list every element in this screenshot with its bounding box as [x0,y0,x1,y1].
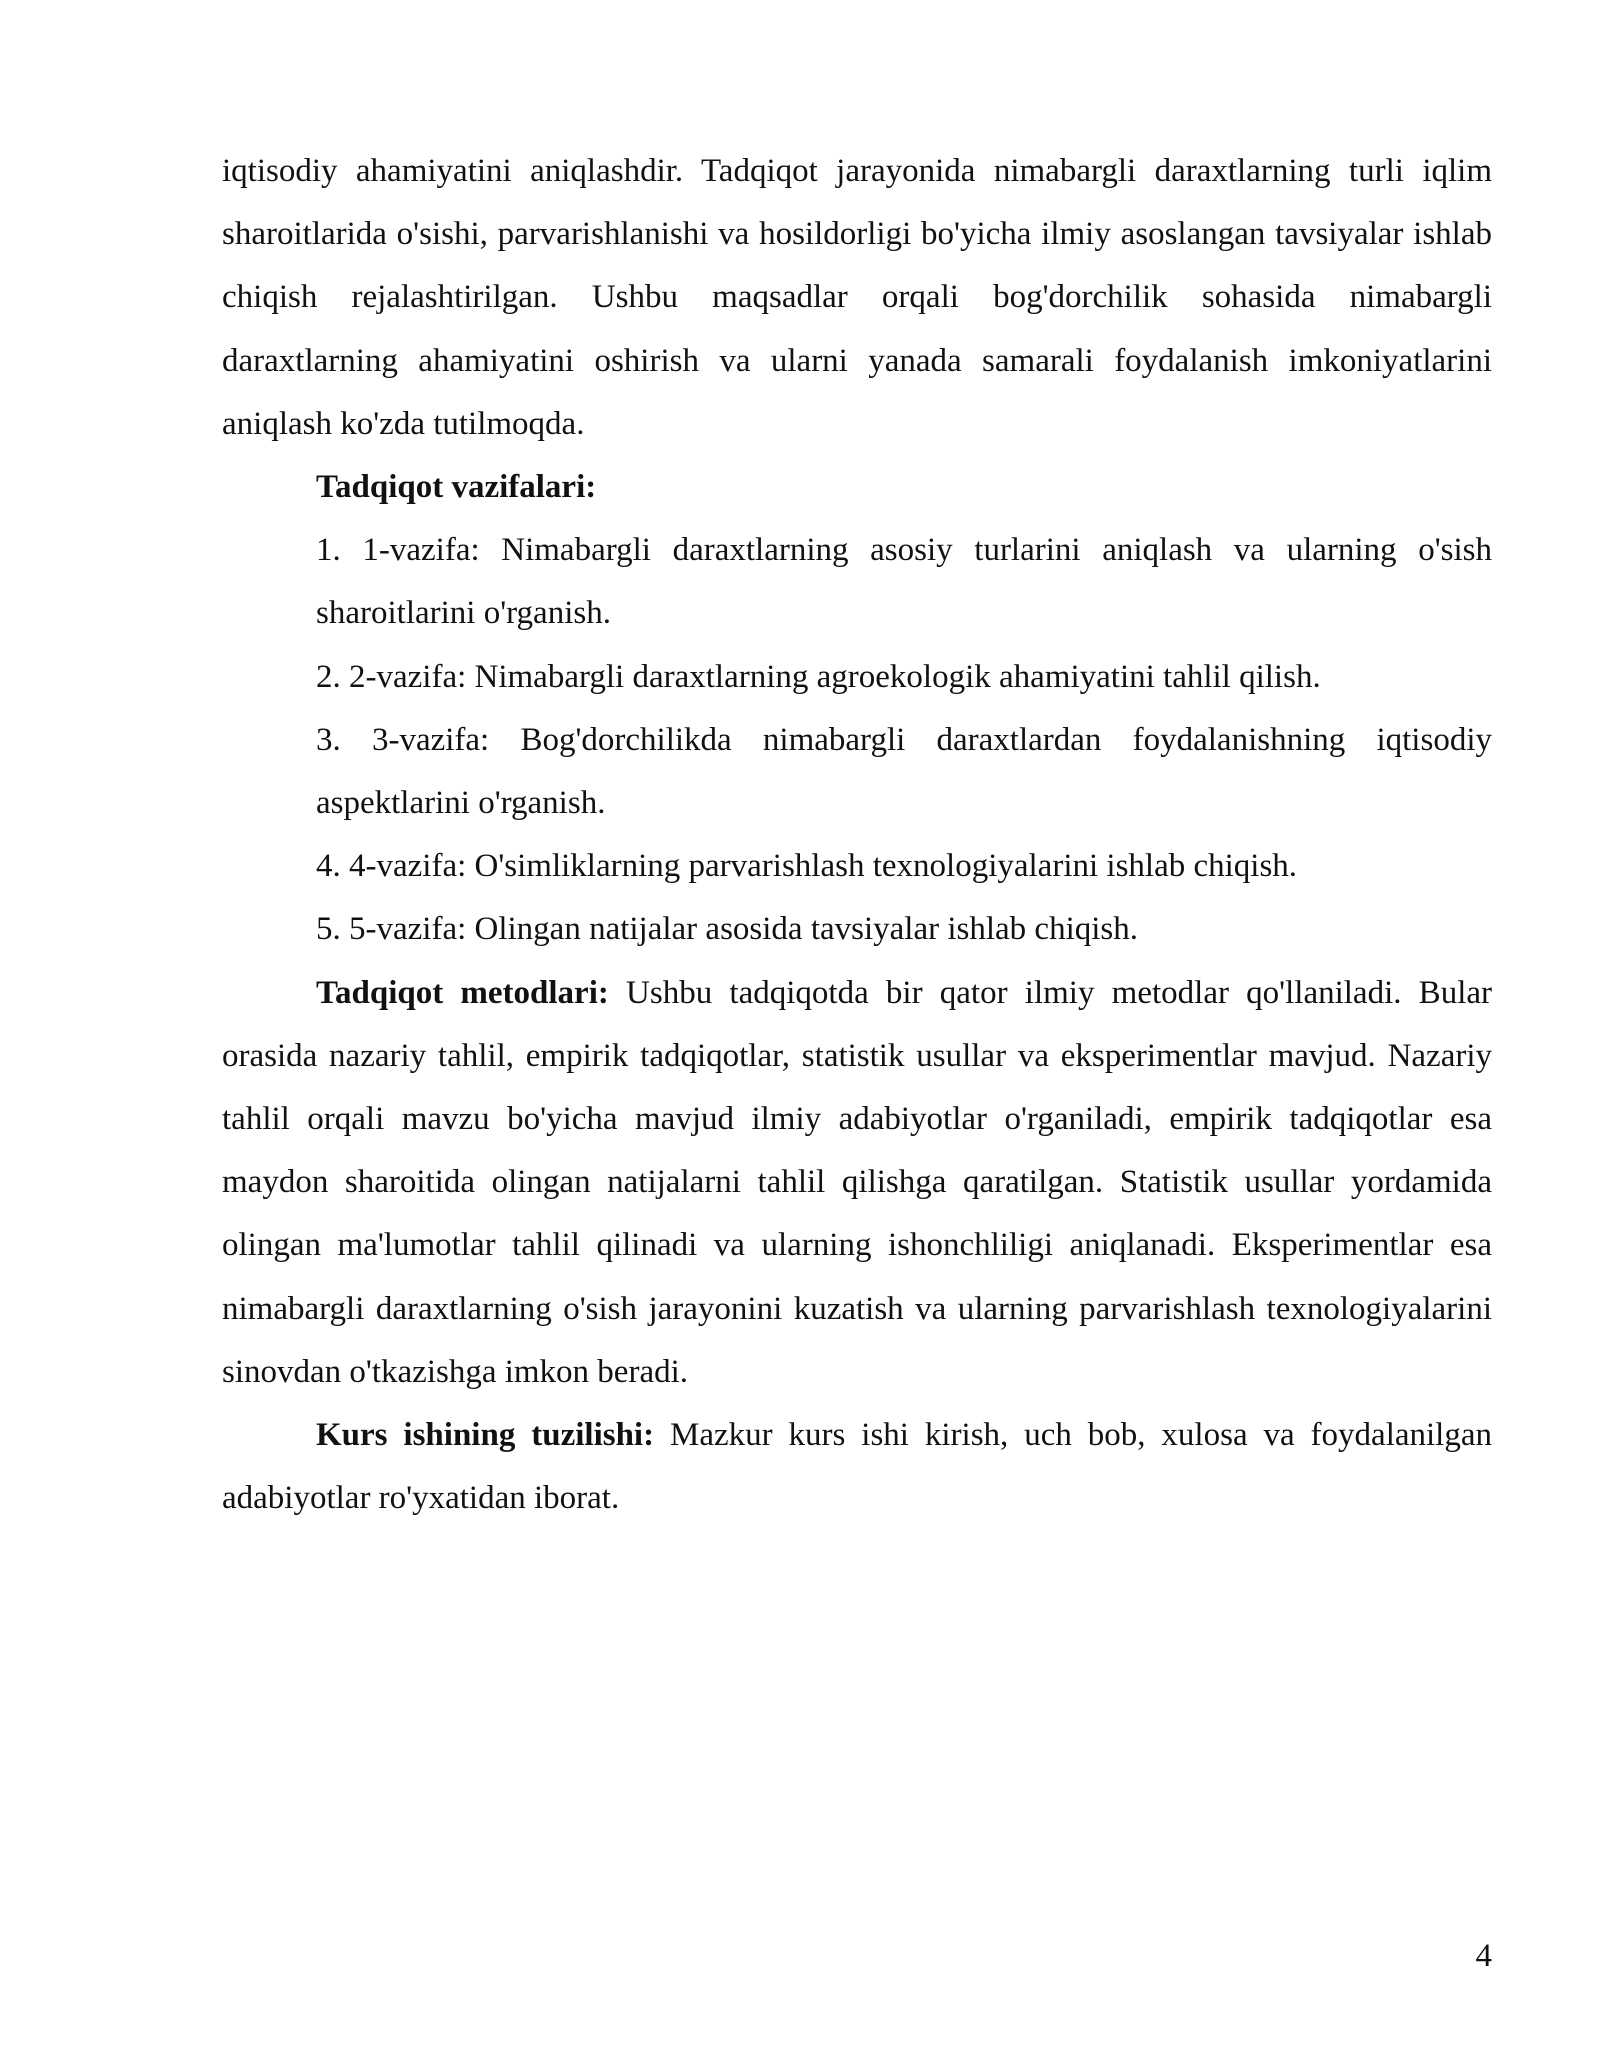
task-item-3: 3. 3-vazifa: Bog'dorchilikda nimabargli daraxtlardan foydalanishning iqtisodiy aspektlarini o'rganish. [316,721,1492,822]
methods-text: Ushbu tadqiqotda bir qator ilmiy metodlar qo'llaniladi. Bular orasida nazariy tahlil, empirik tadqiqotlar, statistik usullar va eksperimentlar mavjud. Nazariy tahlil orqali mavzu bo'yicha mavjud ilmiy adabiyotlar o'rganiladi, empirik tadqiqotlar esa maydon sharoitida olingan natijalarni tahlil qilishga qaratilgan. Statistik usullar yordamida olingan ma'lumotlar tahlil qilinadi va ularning ishonchliligi aniqlanadi. Eksperimentlar esa nimabargli daraxtlarning o'sish jarayonini kuzatish va ularning parvarishlash texnologiyalarini sinovdan o'tkazishga imkon beradi. [222,974,1493,1390]
methods-label: Tadqiqot metodlari: [316,974,609,1011]
page-number: 4 [1475,1938,1492,1974]
tasks-heading: Tadqiqot vazifalari: [316,469,597,506]
tasks-list [222,519,1492,961]
structure-label: Kurs ishining tuzilishi: [316,1417,655,1454]
document-page [222,140,1492,1530]
task-item-2: 2. 2-vazifa: Nimabargli daraxtlarning agroekologik ahamiyatini tahlil qilish. [316,658,1321,695]
structure-text: Mazkur kurs ishi kirish, uch bob, xulosa va foydalanilgan adabiyotlar ro'yxatidan iborat. [222,1417,1492,1517]
task-item-4: 4. 4-vazifa: O'simliklarning parvarishlash texnologiyalarini ishlab chiqish. [316,848,1298,885]
methods-paragraph [222,962,1492,1404]
task-item-5: 5. 5-vazifa: Olingan natijalar asosida tavsiyalar ishlab chiqish. [316,911,1139,948]
intro-paragraph: iqtisodiy ahamiyatini aniqlashdir. Tadqiqot jarayonida nimabargli daraxtlarning turli iqlim sharoitlarida o'sishi, parvarishlanishi va hosildorligi bo'yicha ilmiy asoslangan tavsiyalar ishlab chiqish rejalashtirilgan. Ushbu maqsadlar orqali bog'dorchilik sohasida nimabargli daraxtlarning ahamiyatini oshirish va ularni yanada samarali foydalanish imkoniyatlarini aniqlash ko'zda tutilmoqda. [222,153,1492,442]
task-item-1: 1. 1-vazifa: Nimabargli daraxtlarning asosiy turlarini aniqlash va ularning o'sish sharoitlarini o'rganish. [316,532,1492,632]
structure-paragraph [222,1404,1492,1530]
